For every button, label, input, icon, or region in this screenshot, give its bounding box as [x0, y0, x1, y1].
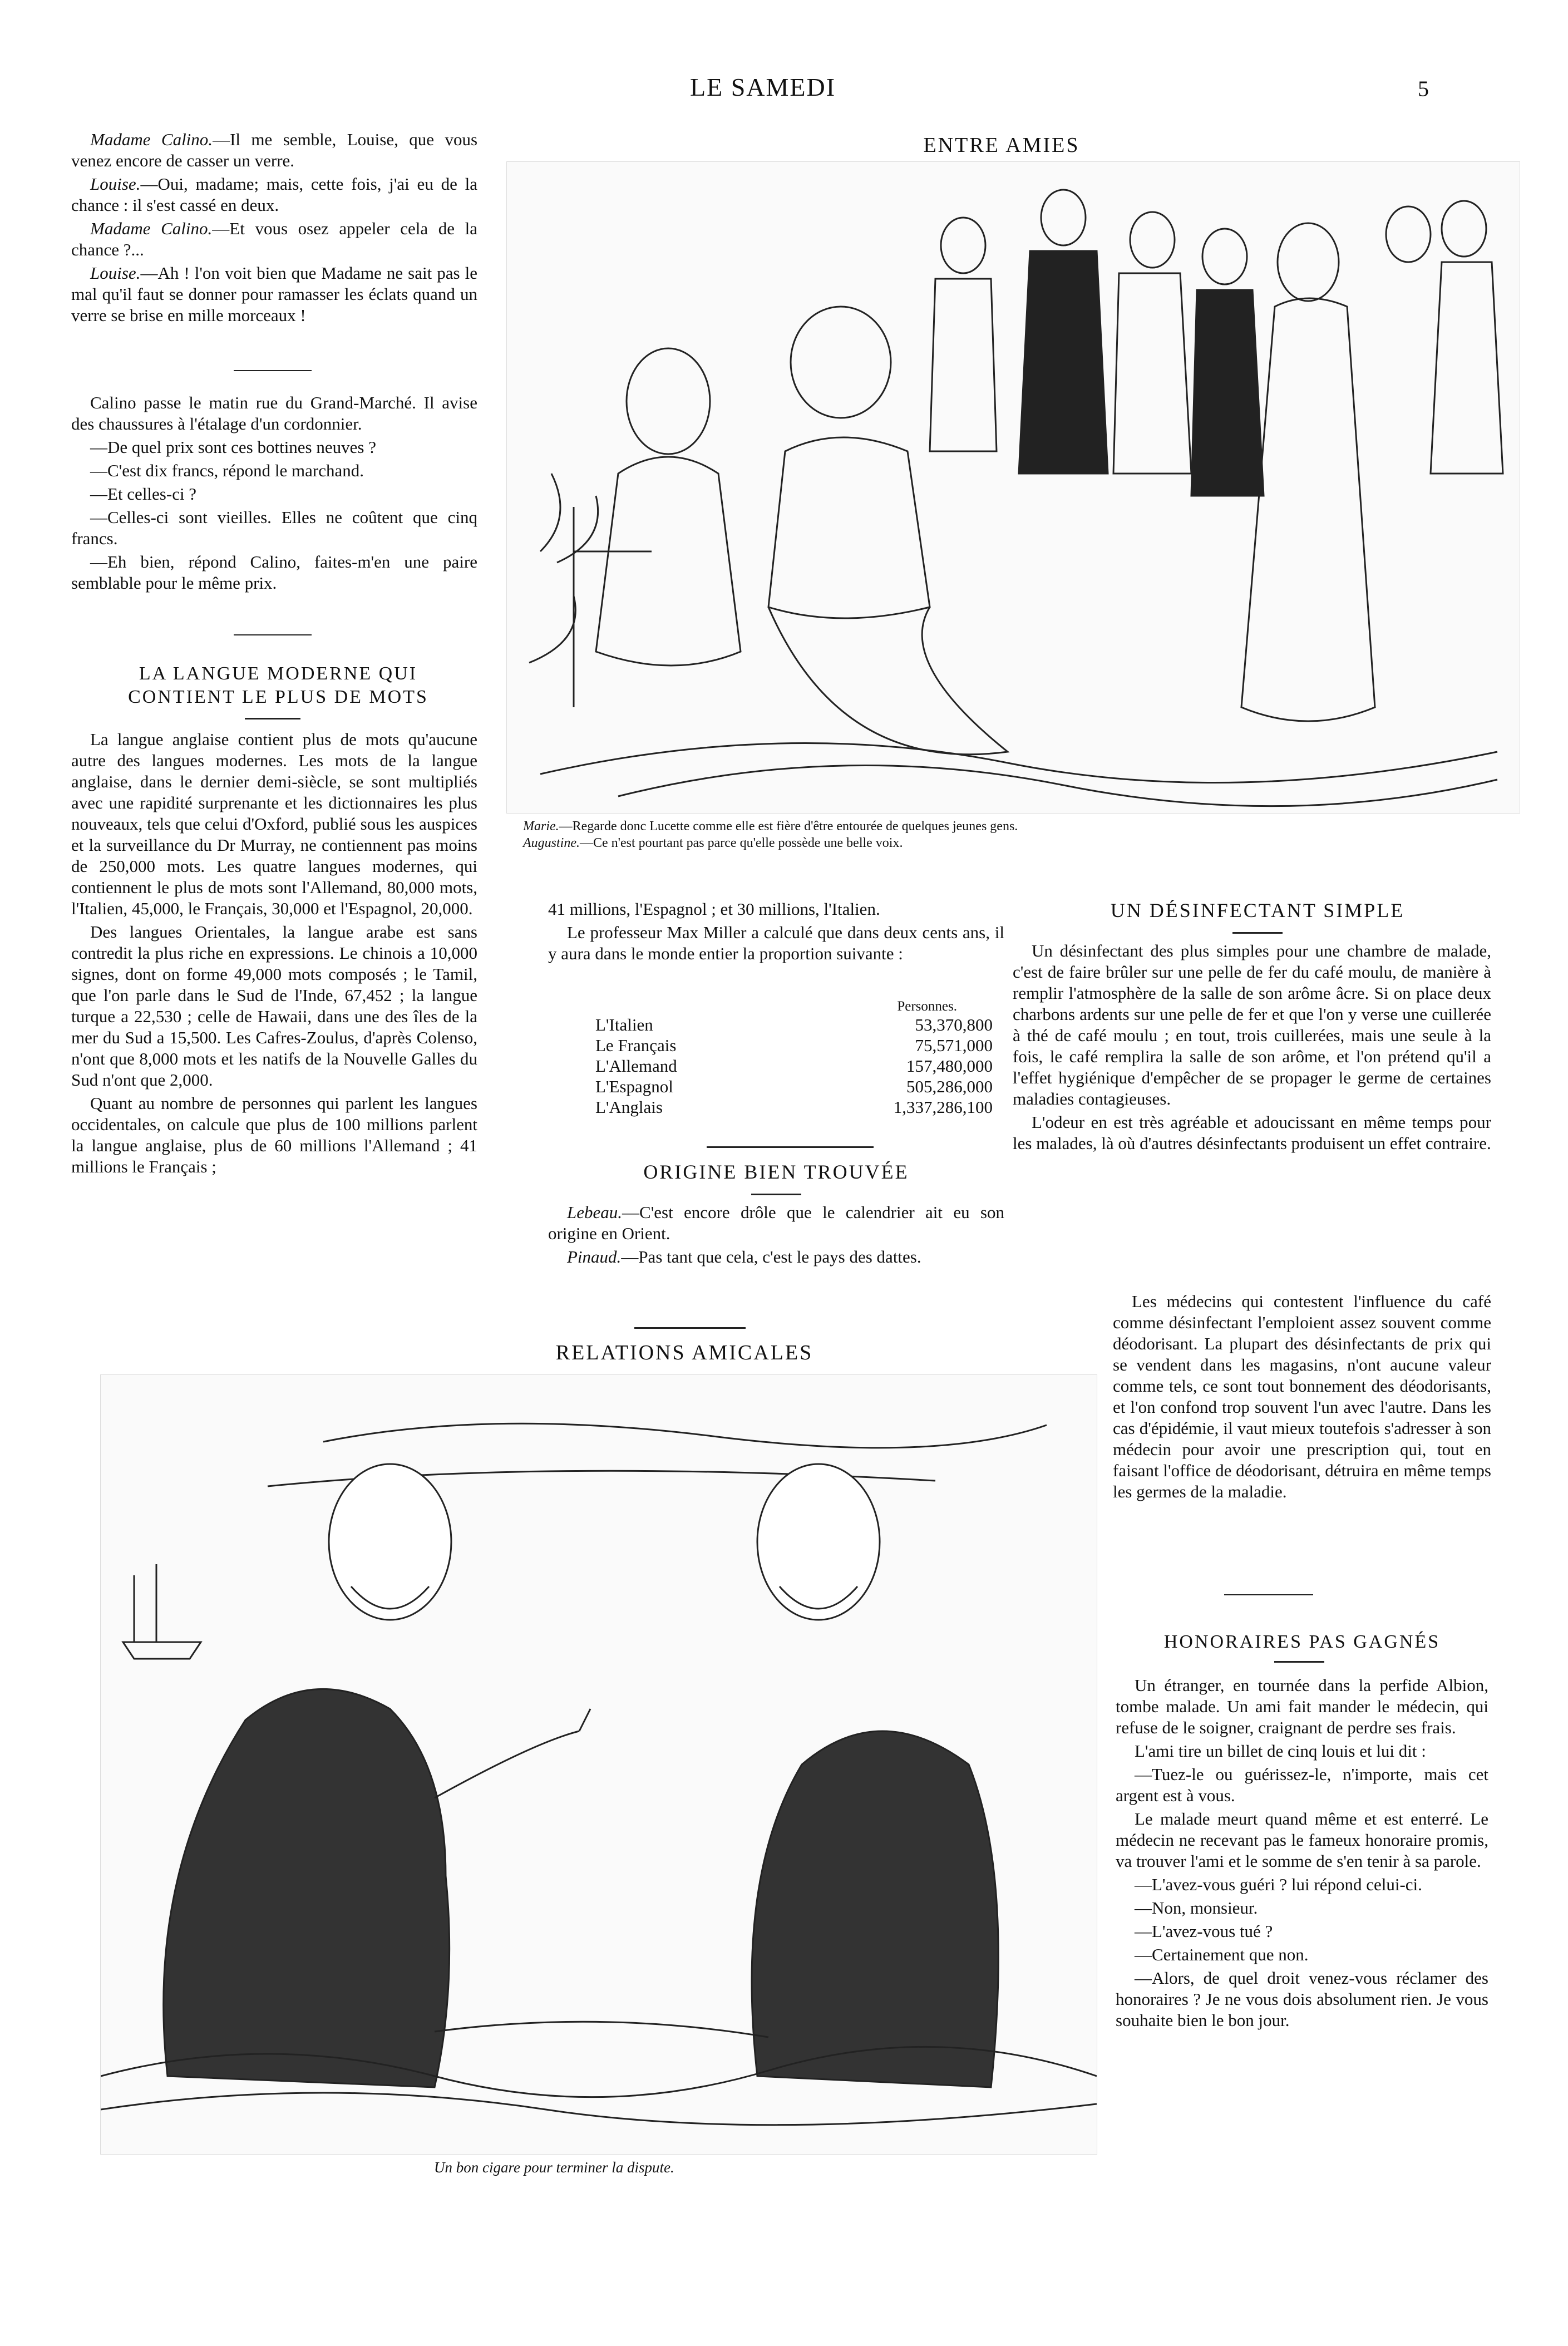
- table-row: L'Espagnol 505,286,000: [595, 1077, 993, 1096]
- relations-title: RELATIONS AMICALES: [555, 1341, 813, 1364]
- entre-amies-title: ENTRE AMIES: [923, 134, 1080, 157]
- population-table: [562, 999, 996, 1117]
- divider: [1274, 1661, 1324, 1663]
- section-title-origine: ORIGINE BIEN TROUVÉE: [643, 1161, 909, 1183]
- sea-lions-cartoon: [101, 1375, 1097, 2154]
- langue-article-part1: La langue anglaise contient plus de mots qu'aucune autre des langues modernes. Les mots de la langue anglaise, dans le dernier demi-siècle, se sont multipliés avec une rapidité surprenante et les dictionnaires les plus nouveaux, tels que celui d'Oxford, publié sous les auspices et la surveillance du Dr Murray, ne contiennent pas moins de 250,000 mots. Les quatre langues modernes, qui contiennent le plus de mots sont l'Allemand, 80,000 mots, l'Italien, 45,000, le Français, 30,000 et l'Espagnol, 20,000. Des langues Orientales, la langue arabe est sans contredit la plus riche en expressions. Le chinois a 10,000 signes, dont on forme 49,000 mots composés ; le Tamil, que l'on parle dans le Sud de l'Inde, 67,452 ; la langue turque a 22,530 ; celle de Hawaii, dans une des îles de la mer du Sud a 15,500. Les Cafres-Zoulus, d'après Colenso, n'ont que 8,000 mots et les natifs de la Nouvelle Galles du Sud n'ont que 2,000. Quant au nombre de personnes qui parlent les langues occidentales, on calcule que plus de 100 millions parlent la langue anglaise, plus de 60 millions l'Allemand ; 41 millions le Français ;: [71, 730, 477, 1176]
- section-title-honoraires: HONORAIRES PAS GAGNÉS: [1163, 1632, 1441, 1652]
- relations-illustration: [100, 1374, 1097, 2155]
- divider: [234, 370, 312, 371]
- page-number: 5: [1418, 76, 1430, 101]
- relations-caption: Un bon cigare pour terminer la dispute.: [434, 2159, 674, 2176]
- divider: [707, 1146, 874, 1148]
- page-title: LE SAMEDI: [690, 73, 836, 101]
- desinfectant-article-top: Un désinfectant des plus simples pour une chambre de malade, c'est de faire brûler sur une pelle de fer du café moulu, de manière à remplir l'atmosphère de la salle de son arôme âcre. Si on place deux charbons ardents sur une pelle de fer et que l'on y verse une cuillerée à thé de café moulu ; en tout, trois cuillerées, mais une seule à la fois, le café remplira la salle de son arôme, et l'on prétend qu'il a l'effet hygiénique d'empêcher de se propager le germe de certaines maladies contagieuses. L'odeur en est très agréable et adoucissant en même temps pour les malades, là où d'autres désinfectants produisent un effet contraire.: [1013, 941, 1491, 1153]
- entre-amies-caption: Marie.—Regarde donc Lucette comme elle est fière d'être entourée de quelques jeunes gens. Augustine.—Ce n'est pourtant pas parce qu'elle possède une belle voix.: [523, 819, 1018, 850]
- divider: [751, 1194, 801, 1195]
- calino-dialogue: Madame Calino.—Il me semble, Louise, que vous venez encore de casser un verre. Louise.—Oui, madame; mais, cette fois, j'ai eu de la chance : il s'est cassé en deux. Madame Calino.—Et vous osez appeler cela de la chance ?... Louise.—Ah ! l'on voit bien que Madame ne sait pas le mal qu'il faut se donner pour ramasser les éclats quand un verre se brise en mille morceaux !: [71, 130, 478, 325]
- section-title-desinfectant: UN DÉSINFECTANT SIMPLE: [1110, 899, 1405, 921]
- table-row: Le Français 75,571,000: [595, 1036, 993, 1055]
- origine-dialogue: Lebeau.—C'est encore drôle que le calendrier ait eu son origine en Orient. Pinaud.—Pas tant que cela, c'est le pays des dattes.: [548, 1202, 1004, 1266]
- divider: [634, 1327, 746, 1329]
- divider: [1232, 932, 1283, 934]
- divider: [1224, 1594, 1313, 1595]
- section-title-langue: LA LANGUE MODERNE QUI CONTIENT LE PLUS DE MOTS: [128, 663, 428, 707]
- divider: [245, 718, 300, 719]
- desinfectant-article-bottom: Les médecins qui contestent l'influence du café comme désinfectant l'emploient assez souvent comme déodorisant. La plupart des désinfectants de prix qui se vendent dans les magasins, n'ont aucune valeur comme tels, ce sont tout bonnement des déodorisants, et l'on confond trop souvent l'un avec l'autre. Dans les cas d'épidémie, il vaut mieux toutefois s'adresser à son médecin pour avoir une prescription qui, tout en faisant l'office de déodorisant, détruira en même temps les germes de la maladie.: [1113, 1292, 1491, 1501]
- salon-scene-drawing: [507, 162, 1520, 813]
- table-row: L'Allemand 157,480,000: [595, 1056, 993, 1076]
- langue-article-part2: 41 millions, l'Espagnol ; et 30 millions, l'Italien. Le professeur Max Miller a calculé que dans deux cents ans, il y aura dans le monde entier la proportion suivante :: [548, 899, 1004, 963]
- calino-shoes-story: Calino passe le matin rue du Grand-Marché. Il avise des chaussures à l'étalage d'un cordonnier. —De quel prix sont ces bottines neuves ? —C'est dix francs, répond le marchand. —Et celles-ci ? —Celles-ci sont vieilles. Elles ne coûtent que cinq francs. —Eh bien, répond Calino, faites-m'en une paire semblable pour le même prix.: [71, 393, 477, 593]
- table-header: Personnes.: [897, 999, 957, 1014]
- table-row: L'Anglais 1,337,286,100: [595, 1097, 993, 1117]
- table-row: L'Italien 53,370,800: [595, 1015, 993, 1034]
- honoraires-article: Un étranger, en tournée dans la perfide Albion, tombe malade. Un ami fait mander le médecin, qui refuse de le soigner, craignant de perdre ses frais. L'ami tire un billet de cinq louis et lui dit : —Tuez-le ou guérissez-le, n'importe, mais cet argent est à vous. Le malade meurt quand même et est enterré. Le médecin ne recevant pas le fameux honoraire promis, va trouver l'ami et le somme de s'en tenir à sa parole. —L'avez-vous guéri ? lui répond celui-ci. —Non, monsieur. —L'avez-vous tué ? —Certainement que non. —Alors, de quel droit venez-vous réclamer des honoraires ? Je ne vous dois absolument rien. Je vous souhaite bien le bon jour.: [1116, 1675, 1488, 2030]
- entre-amies-illustration: [506, 161, 1520, 814]
- divider: [234, 634, 312, 635]
